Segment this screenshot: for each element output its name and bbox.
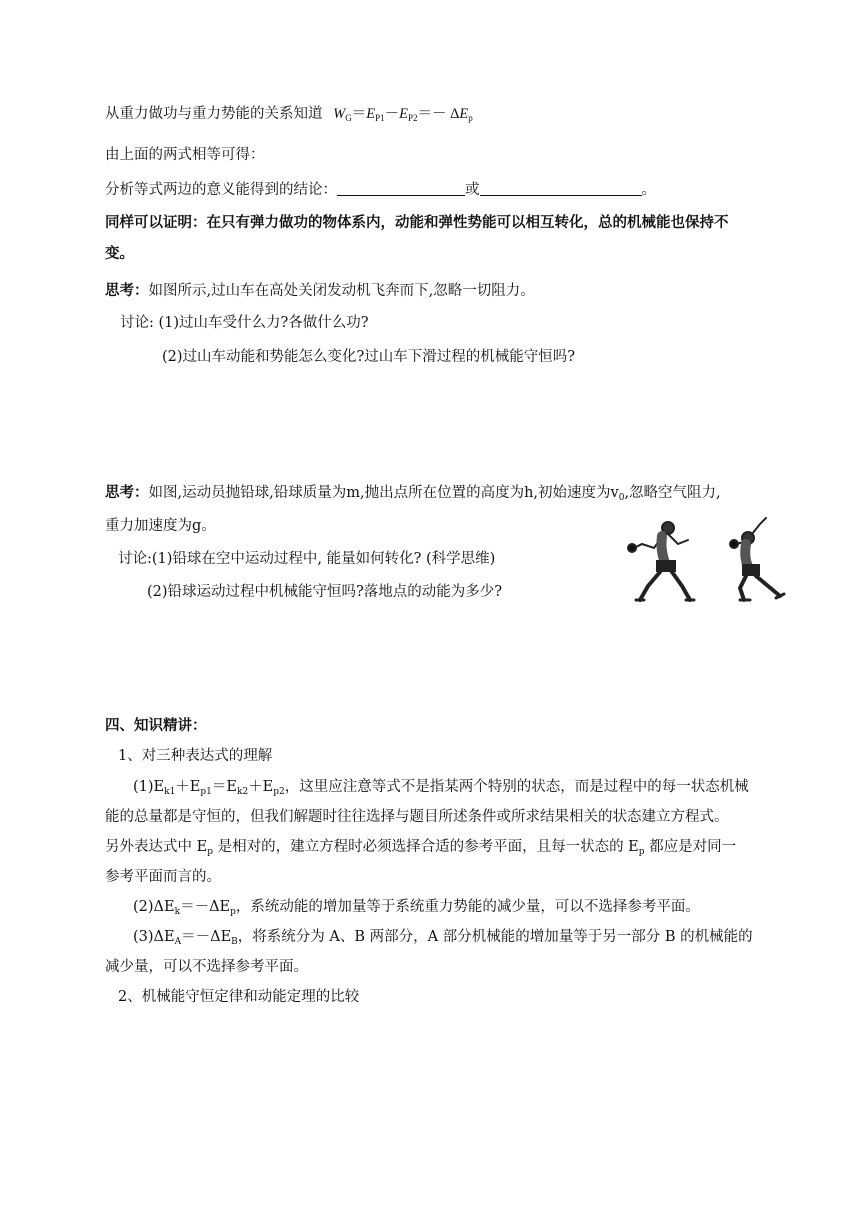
think-shot-put-line2: 重力加速度为g。	[105, 518, 216, 534]
para-3-line2: 减少量，可以不选择参考平面。	[105, 959, 308, 975]
think-roller-q1: 讨论: (1)过山车受什么力?各做什么功?	[120, 315, 369, 331]
item-three-expressions: 1、对三种表达式的理解	[118, 748, 273, 764]
shot-put-athlete-illustration	[620, 514, 800, 606]
item-comparison: 2、机械能守恒定律和动能定理的比较	[118, 989, 360, 1005]
text-line-conclusion: 分析等式两边的意义能得到的结论： 或 。	[105, 182, 656, 198]
text-line-derive: 由上面的两式相等可得：	[105, 147, 265, 163]
para-1-line1: $(1)E_{k1}+E_{p1}=E_{k2}+E_{p2}$，这里应注意等式不是指某两个特别的状态，而是过程中的每一状态机械	[133, 779, 749, 797]
formula-gravity-work: $W_G=E_{P1}-E_{P2}=- \Delta E_p$	[333, 106, 473, 123]
think-shot-put: 思考：如图,运动员抛铅球,铅球质量为m,抛出点所在位置的高度为h,初始速度为$v_0$,忽略空气阻力,	[105, 484, 721, 503]
para-1-line4: 参考平面而言的。	[105, 869, 221, 885]
think-shot-q2: (2)铅球运动过程中机械能守恒吗?落地点的动能为多少?	[147, 584, 503, 600]
think-shot-q1: 讨论:(1)铅球在空中运动过程中, 能量如何转化? (科学思维)	[118, 551, 496, 567]
athlete-figure-2	[730, 518, 784, 600]
answer-blank-1[interactable]	[337, 181, 465, 196]
text-line-gravity-work: 从重力做功与重力势能的关系知道 $W_G=E_{P1}-E_{P2}=- \Delta E_p$	[105, 106, 473, 123]
answer-blank-2[interactable]	[480, 181, 642, 196]
think-roller-coaster: 思考：如图所示,过山车在高处关闭发动机飞奔而下,忽略一切阻力。	[105, 282, 535, 299]
text-line-elastic-proof: 同样可以证明：在只有弹力做功的物体系内，动能和弹性势能可以相互转化，总的机械能也保持不	[105, 214, 729, 231]
para-3-line1: $(3)\Delta E_A=-\Delta E_B$，将系统分为 A、B 两部分，A 部分机械能的增加量等于另一部分 B 的机械能的	[133, 929, 753, 947]
para-1-line3: 另外表达式中 $E_p$ 是相对的，建立方程时必须选择合适的参考平面，且每一状态的 $E_p$ 都应是对同一	[105, 839, 737, 857]
athlete-figure-1	[628, 522, 694, 600]
think-roller-q2: (2)过山车动能和势能怎么变化?过山车下滑过程的机械能守恒吗?	[162, 349, 576, 365]
section-title-knowledge: 四、知识精讲：	[105, 717, 207, 734]
text-line-elastic-proof-end: 变。	[105, 245, 134, 262]
para-1-line2: 能的总量都是守恒的，但我们解题时往往选择与题目所述条件或所求结果相关的状态建立方程式。	[105, 809, 729, 825]
para-2: $(2)\Delta E_k=-\Delta E_p$，系统动能的增加量等于系统重力势能的减少量，可以不选择参考平面。	[133, 899, 700, 917]
